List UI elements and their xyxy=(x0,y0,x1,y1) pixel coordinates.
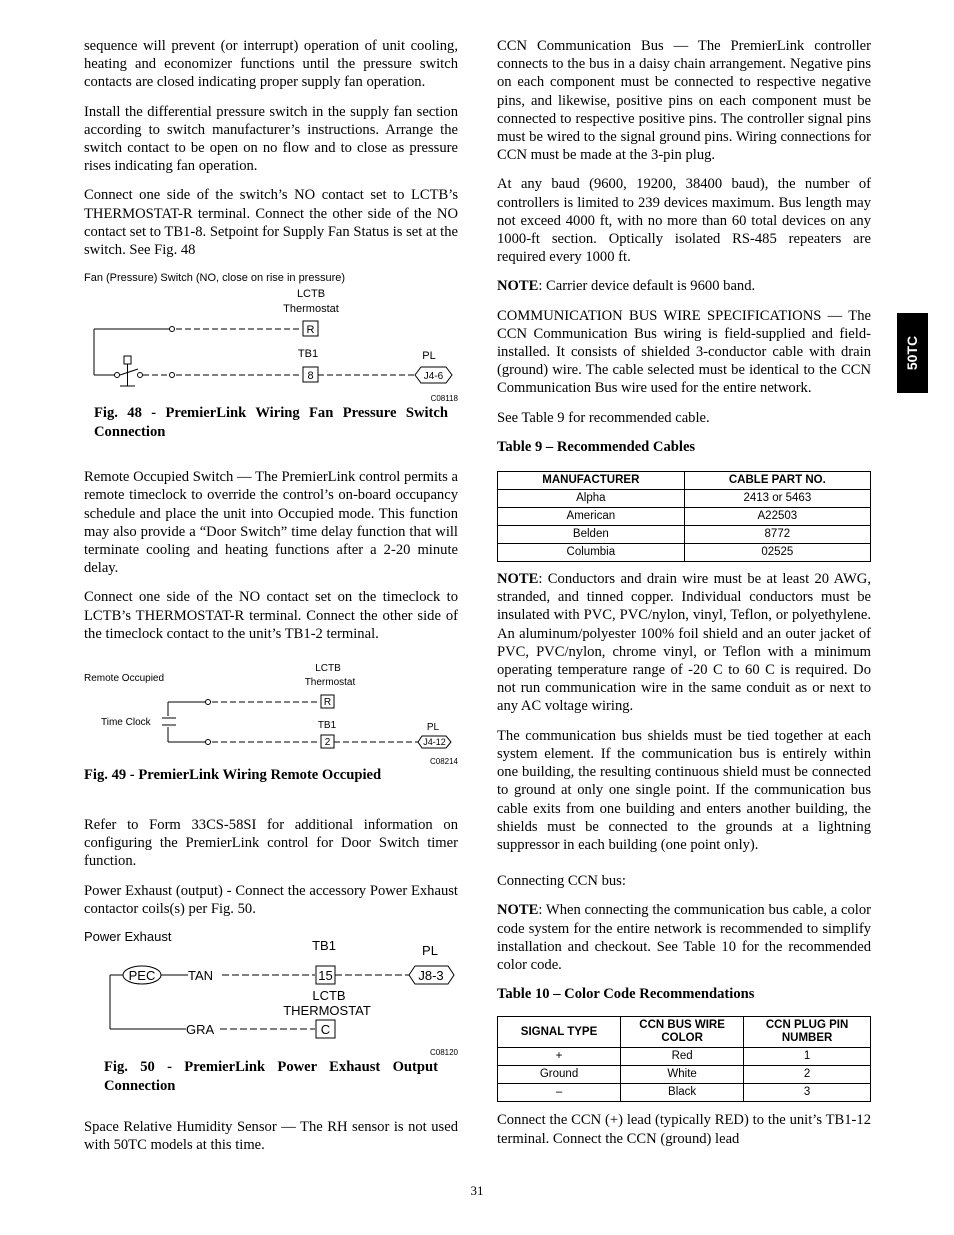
fig49-thermostat-label: Thermostat xyxy=(304,677,356,689)
figure-50-caption: Fig. 50 - PremierLink Power Exhaust Output Connection xyxy=(104,1059,438,1095)
fig50-title: Power Exhaust xyxy=(84,929,172,945)
figure-code: C08214 xyxy=(429,757,458,767)
plug-pin-label: J8-3 xyxy=(418,968,444,984)
table-cell: 2413 or 5463 xyxy=(684,490,870,508)
note xyxy=(497,277,871,295)
table-header-cell: SIGNAL TYPE xyxy=(498,1017,621,1048)
table-cell: 8772 xyxy=(684,526,870,544)
pl-label: PL xyxy=(422,943,438,959)
table-10-title: Table 10 – Color Code Recommendations xyxy=(497,986,755,1003)
section-tab-label: 50TC xyxy=(904,335,921,371)
right-column xyxy=(497,37,871,1159)
fig50-lctb-label: LCTB xyxy=(312,988,346,1004)
table-row xyxy=(498,526,871,544)
table-cell: White xyxy=(621,1066,744,1084)
fig48-title: Fan (Pressure) Switch (NO, close on rise in pressure) xyxy=(84,272,346,285)
table-cell: 02525 xyxy=(684,544,870,562)
terminal-r-label: R xyxy=(323,697,332,709)
paragraph: Connect one side of the switch’s NO contact set to LCTB’s THERMOSTAT-R terminal. Connect the other side of the NO contact set to TB1-8. Setpoint for Supply Fan Status is set at the switch. See Fig. 48 xyxy=(84,187,458,259)
page-number: 31 xyxy=(470,1183,484,1198)
paragraph: Connect one side of the NO contact set on the timeclock to LCTB’s THERMOSTAT-R terminal. Connect the other side of the timeclock contact to the unit’s TB1-2 terminal. xyxy=(84,589,458,642)
fig48-lctb-label: LCTB xyxy=(296,288,326,301)
table-cell: 3 xyxy=(744,1084,871,1102)
remote-occupied-diagram xyxy=(84,654,458,766)
tb1-label: TB1 xyxy=(317,720,337,732)
paragraph: Connecting CCN bus: xyxy=(497,873,626,890)
pec-label: PEC xyxy=(128,968,156,984)
paragraph: See Table 9 for recommended cable. xyxy=(497,409,710,426)
terminal-2-label: 2 xyxy=(324,737,331,749)
table-row xyxy=(498,1084,871,1102)
table-9-title: Table 9 – Recommended Cables xyxy=(497,438,696,455)
table-row xyxy=(498,490,871,508)
figure-49 xyxy=(84,654,458,766)
table-cell: Black xyxy=(621,1084,744,1102)
figure-48 xyxy=(84,270,458,404)
paragraph: Connect the CCN (+) lead (typically RED) to the unit’s TB1-12 terminal. Connect the CCN (ground) lead xyxy=(497,1112,871,1147)
fig48-thermostat-label: Thermostat xyxy=(283,303,339,316)
table-header-cell: CCN PLUG PIN NUMBER xyxy=(744,1017,871,1048)
note-text: : Carrier device default is 9600 band. xyxy=(538,278,756,295)
contact-terminal xyxy=(206,700,211,705)
tan-wire-label: TAN xyxy=(188,968,214,984)
figure-49-caption: Fig. 49 - PremierLink Wiring Remote Occupied xyxy=(84,767,382,784)
pressure-switch-icon xyxy=(124,356,131,364)
power-exhaust-diagram xyxy=(84,927,458,1058)
plug-pin-label: J4-12 xyxy=(423,737,446,748)
section-tab xyxy=(897,313,928,393)
paragraph: The communication bus shields must be tied together at each system element. If the communication bus is entirely within one building, the resulting continuous shield must be connected to ground at only one single point. If the communication bus cable exits from one building and enters another building, the shields must be connected to the grounds at a lightning suppressor in each building (one point only). xyxy=(497,727,871,853)
note-text: : Conductors and drain wire must be at least 20 AWG, stranded, and tinned copper. Individual conductors must be insulated with PVC, PVC/nylon, vinyl, Teflon, or polyethylene. An aluminum/polyester 100% foil shield and an outer jacket of PVC, PVC/nylon, chrome vinyl, or Teflon with a minimum operating temperature range of -20 C to 60 C is required. Do not run communication wire in the same conduit as or next to any AC voltage wiring. xyxy=(497,571,871,715)
note-label: NOTE xyxy=(497,278,539,295)
table-cell: 2 xyxy=(744,1066,871,1084)
paragraph: COMMUNICATION BUS WIRE SPECIFICATIONS — The CCN Communication Bus wiring is field-supplied and field-installed. It consists of shielded 3-conductor cable with drain (ground) wire. The cable selected must be identical to the CCN Communication Bus wire used for the entire network. xyxy=(497,307,871,397)
table-header-cell: CABLE PART NO. xyxy=(684,472,870,490)
paragraph: At any baud (9600, 19200, 38400 baud), the number of controllers is limited to 239 devices maximum. Bus length may not exceed 4000 ft, with no more than 60 total devices on any 1000-ft section. Optically isolated RS-485 repeaters are required every 1000 ft. xyxy=(497,176,871,266)
figure-50 xyxy=(84,927,458,1058)
table-cell: Ground xyxy=(498,1066,621,1084)
note-label: NOTE xyxy=(497,571,539,588)
fan-pressure-switch-diagram xyxy=(84,270,458,404)
table-cell: – xyxy=(498,1084,621,1102)
contact-terminal xyxy=(206,740,211,745)
table-cell: American xyxy=(498,508,685,526)
switch-blade xyxy=(120,369,138,375)
figure-48-caption: Fig. 48 - PremierLink Wiring Fan Pressure Switch Connection xyxy=(94,405,448,441)
note-text: : When connecting the communication bus cable, a color code system for the entire network is recommended to simplify installation and checkout. See Table 10 for the recommended color code. xyxy=(497,902,871,973)
table-cell: Alpha xyxy=(498,490,685,508)
table-row xyxy=(498,1066,871,1084)
paragraph: Refer to Form 33CS-58SI for additional information on configuring the PremierLink control for Door Switch timer function. xyxy=(84,817,458,870)
switch-contact xyxy=(138,373,143,378)
table-cell: Belden xyxy=(498,526,685,544)
fig49-lctb-label: LCTB xyxy=(315,663,341,675)
note-label: NOTE xyxy=(497,902,539,919)
note xyxy=(497,570,871,716)
terminal-c-label: C xyxy=(320,1022,331,1038)
plug-pin-label: J4-6 xyxy=(423,371,444,383)
pl-label: PL xyxy=(426,722,440,734)
paragraph: Install the differential pressure switch in the supply fan section according to switch manufacturer’s instructions. Arrange the switch contact to be open on no flow and to close as pressure rises indicating fan operation. xyxy=(84,103,458,175)
paragraph: CCN Communication Bus — The PremierLink controller connects to the bus in a daisy chain arrangement. Negative pins on each component must be connected to respective negative pins, and likewise, positive pins on each component must be connected to respective positive pins. The controller signal pins must be wired to the signal ground pins. Wiring connections for CCN must be made at the 3-pin plug. xyxy=(497,38,871,164)
table-cell: + xyxy=(498,1048,621,1066)
table-row xyxy=(498,508,871,526)
table-cell: Columbia xyxy=(498,544,685,562)
paragraph: Remote Occupied Switch — The PremierLink control permits a remote timeclock to override the control’s on-board occupancy schedule and place the unit into Occupied mode. This function may also provide a “Door Switch” time delay function that will terminate cooling and heating functions after a 2-20 minute delay. xyxy=(84,469,458,577)
table-header-cell: MANUFACTURER xyxy=(498,472,685,490)
pl-label: PL xyxy=(422,350,436,363)
tb1-label: TB1 xyxy=(312,938,336,954)
left-column xyxy=(84,37,458,1165)
paragraph: sequence will prevent (or interrupt) operation of unit cooling, heating and economizer functions until the pressure switch contacts are closed indicating proper supply fan operation. xyxy=(84,38,458,91)
contact-terminal xyxy=(170,327,175,332)
contact-terminal xyxy=(170,373,175,378)
gra-wire-label: GRA xyxy=(186,1022,215,1038)
switch-contact xyxy=(115,373,120,378)
terminal-r-label: R xyxy=(306,324,315,337)
table-header-row xyxy=(498,472,871,490)
table-9 xyxy=(497,471,871,562)
terminal-8-label: 8 xyxy=(307,370,314,383)
figure-code: C08118 xyxy=(430,394,458,404)
terminal-15-label: 15 xyxy=(318,968,333,984)
note xyxy=(497,901,871,974)
table-cell: 1 xyxy=(744,1048,871,1066)
table-header-row xyxy=(498,1017,871,1048)
paragraph: Power Exhaust (output) - Connect the accessory Power Exhaust contactor coils(s) per Fig. 50. xyxy=(84,882,458,917)
table-header-cell: CCN BUS WIRE COLOR xyxy=(621,1017,744,1048)
table-cell: A22503 xyxy=(684,508,870,526)
table-row xyxy=(498,544,871,562)
timeclock-label: Time Clock xyxy=(101,717,151,729)
table-row xyxy=(498,1048,871,1066)
fig50-thermostat-label: THERMOSTAT xyxy=(283,1003,371,1019)
figure-code: C08120 xyxy=(429,1048,458,1058)
fig49-title: Remote Occupied xyxy=(84,673,165,685)
tb1-label: TB1 xyxy=(297,348,319,361)
table-cell: Red xyxy=(621,1048,744,1066)
paragraph: Space Relative Humidity Sensor — The RH sensor is not used with 50TC models at this time. xyxy=(84,1119,458,1154)
table-10 xyxy=(497,1016,871,1102)
